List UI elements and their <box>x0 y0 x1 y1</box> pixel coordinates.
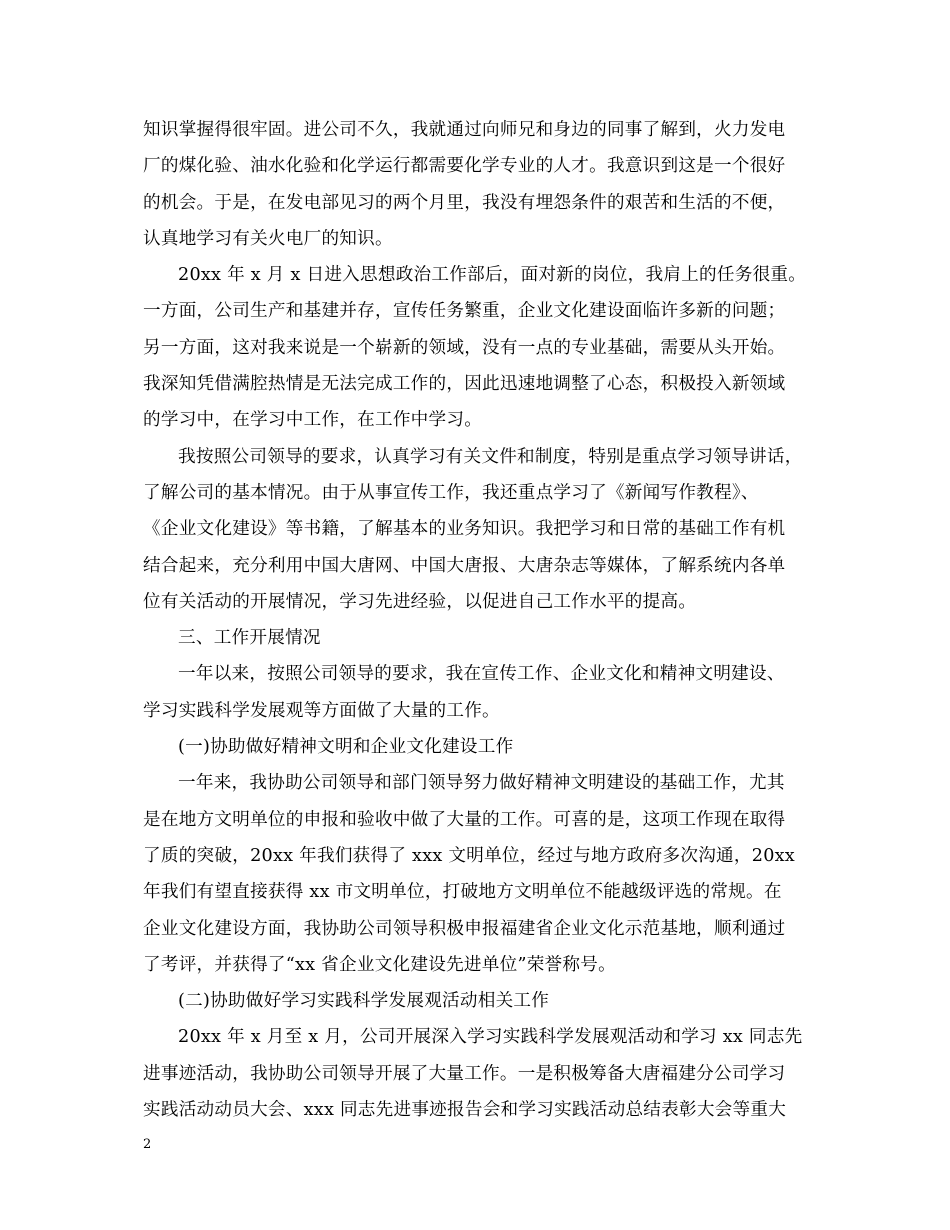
text-line: 我深知凭借满腔热情是无法完成工作的，因此迅速地调整了心态，积极投入新领域 <box>143 374 786 395</box>
text-line: 认真地学习有关火电厂的知识。 <box>143 228 393 249</box>
text-line: 的机会。于是，在发电部见习的两个月里，我没有埋怨条件的艰苦和生活的不便， <box>143 192 786 213</box>
text-line: 年我们有望直接获得 xx 市文明单位，打破地方文明单位不能越级评选的常规。在 <box>143 882 782 903</box>
text-line: 我按照公司领导的要求，认真学习有关文件和制度，特别是重点学习领导讲话， <box>178 446 803 467</box>
text-line: 20xx 年 x 月 x 日进入思想政治工作部后，面对新的岗位，我肩上的任务很重。 <box>178 265 807 286</box>
text-line: 是在地方文明单位的申报和验收中做了大量的工作。可喜的是，这项工作现在取得 <box>143 809 786 830</box>
text-line: 一年来，我协助公司领导和部门领导努力做好精神文明建设的基础工作，尤其 <box>178 773 785 794</box>
text-line: 的学习中，在学习中工作，在工作中学习。 <box>143 410 483 431</box>
text-line: 学习实践科学发展观等方面做了大量的工作。 <box>143 700 500 721</box>
text-line: 结合起来，充分利用中国大唐网、中国大唐报、大唐杂志等媒体，了解系统内各单 <box>143 555 786 576</box>
text-line: 《企业文化建设》等书籍，了解基本的业务知识。我把学习和日常的基础工作有机 <box>143 519 786 540</box>
text-line: 了考评，并获得了“xx 省企业文化建设先进单位”荣誉称号。 <box>143 954 616 975</box>
text-line: 企业文化建设方面，我协助公司领导积极申报福建省企业文化示范基地，顺利通过 <box>143 918 786 939</box>
section-heading: 三、工作开展情况 <box>178 628 321 649</box>
text-line: 厂的煤化验、油水化验和化学运行都需要化学专业的人才。我意识到这是一个很好 <box>143 156 786 177</box>
text-line: 20xx 年 x 月至 x 月，公司开展深入学习实践科学发展观活动和学习 xx 同志先 <box>178 1027 803 1048</box>
text-line: 知识掌握得很牢固。进公司不久，我就通过向师兄和身边的同事了解到，火力发电 <box>143 120 786 140</box>
text-line: 另一方面，这对我来说是一个崭新的领域，没有一点的专业基础，需要从头开始。 <box>143 337 786 358</box>
subsection-heading: (一)协助做好精神文明和企业文化建设工作 <box>178 737 514 758</box>
text-line: 一年以来，按照公司领导的要求，我在宣传工作、企业文化和精神文明建设、 <box>178 664 785 685</box>
text-line: 实践活动动员大会、xxx 同志先进事迹报告会和学习实践活动总结表彰大会等重大 <box>143 1100 787 1121</box>
text-line: 位有关活动的开展情况，学习先进经验，以促进自己工作水平的提高。 <box>143 591 697 612</box>
body-text <box>143 112 833 1128</box>
page-number: 2 <box>143 1137 152 1152</box>
text-line: 了解公司的基本情况。由于从事宣传工作，我还重点学习了《新闻写作教程》、 <box>143 482 759 503</box>
text-line: 了质的突破，20xx 年我们获得了 xxx 文明单位，经过与地方政府多次沟通，20xx <box>143 845 795 866</box>
text-line: 一方面，公司生产和基建并存，宣传任务繁重，企业文化建设面临许多新的问题； <box>143 301 786 322</box>
text-line: 进事迹活动，我协助公司领导开展了大量工作。一是积极筹备大唐福建分公司学习 <box>143 1063 786 1084</box>
subsection-heading: (二)协助做好学习实践科学发展观活动相关工作 <box>178 991 550 1012</box>
